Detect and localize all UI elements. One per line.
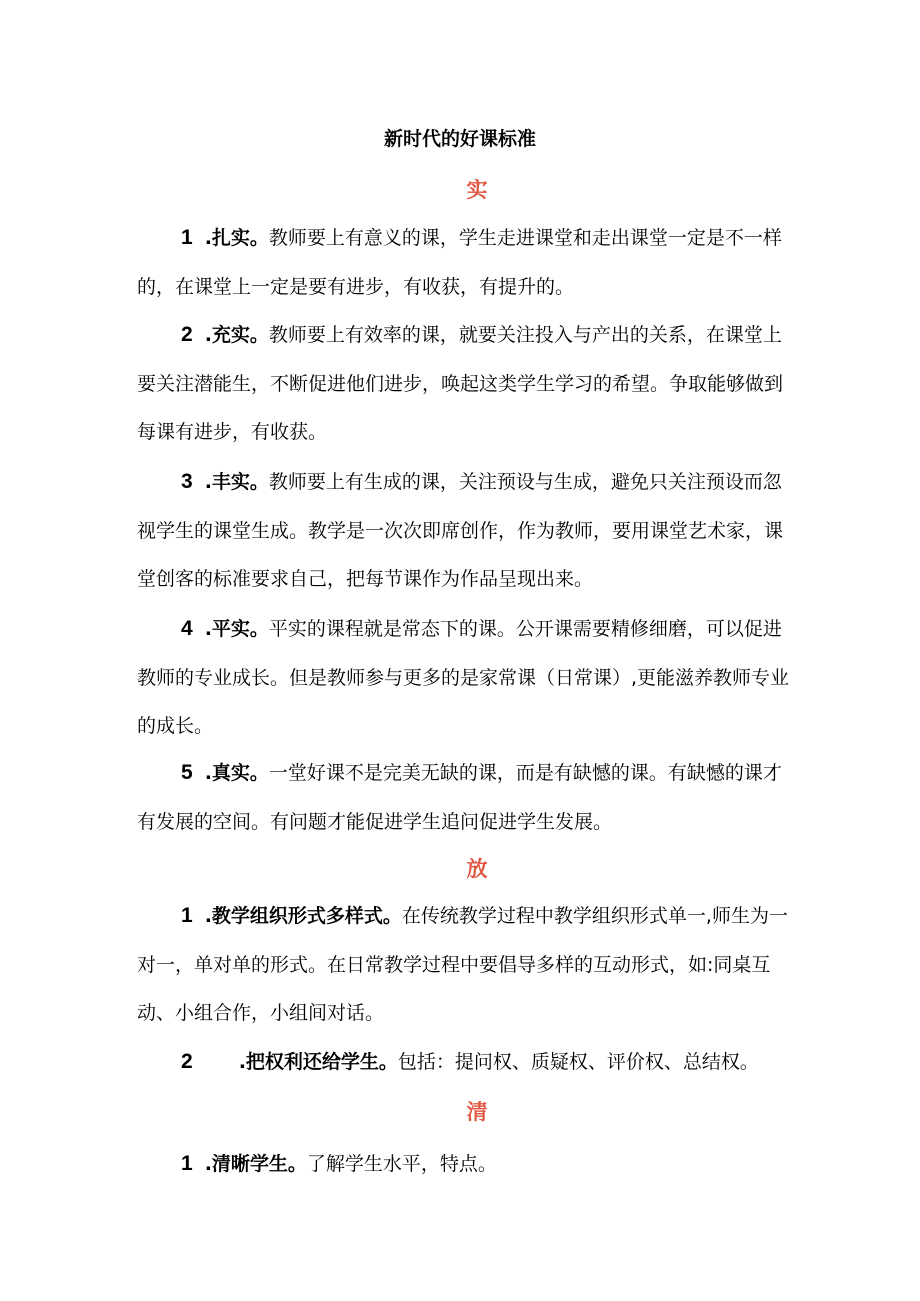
item-number: 2 bbox=[181, 323, 193, 346]
item-number: 5 bbox=[181, 761, 193, 784]
section-shi-item-3 bbox=[137, 458, 799, 604]
item-text: 教师要上有意义的课，学生走进课堂和走出课堂一定是不一样的，在课堂上一定是要有进步，有收获，有提升的。 bbox=[137, 227, 782, 298]
section-shi-item-4 bbox=[137, 605, 799, 751]
item-number: 2 bbox=[181, 1050, 193, 1073]
item-text: 一堂好课不是完美无缺的课，而是有缺憾的课。有缺憾的课才有发展的空间。有问题才能促进学生追问促进学生发展。 bbox=[137, 762, 782, 833]
item-number: 1 bbox=[181, 1152, 193, 1175]
section-heading-qing: 清 bbox=[466, 1100, 488, 1124]
section-shi-item-2 bbox=[137, 311, 799, 457]
item-text: 包括：提问权、质疑权、评价权、总结权。 bbox=[397, 1051, 759, 1073]
item-text: 教师要上有生成的课，关注预设与生成，避免只关注预设而忽视学生的课堂生成。教学是一次次即席创作，作为教师，要用课堂艺术家，课堂创客的标准要求自己，把每节课作为作品呈现出来。 bbox=[137, 471, 784, 590]
item-text: 平实的课程就是常态下的课。公开课需要精修细磨，可以促进教师的专业成长。但是教师参与更多的是家常课（日常课）,更能滋养教师专业的成长。 bbox=[137, 618, 790, 737]
item-keyword: .真实。 bbox=[204, 762, 269, 784]
item-text: 在传统教学过程中教学组织形式单一,师生为一对一，单对单的形式。在日常教学过程中要倡导多样的互动形式，如:同桌互动、小组合作，小组间对话。 bbox=[137, 905, 788, 1024]
item-keyword: .扎实。 bbox=[204, 227, 269, 249]
item-keyword: .教学组织形式多样式。 bbox=[204, 905, 402, 927]
item-number: 1 bbox=[181, 226, 193, 249]
item-number: 1 bbox=[181, 904, 193, 927]
section-qing-item-1 bbox=[137, 1140, 799, 1189]
item-keyword: .丰实。 bbox=[204, 471, 269, 493]
section-heading-fang: 放 bbox=[466, 857, 488, 881]
item-text: 教师要上有效率的课，就要关注投入与产出的关系，在课堂上要关注潜能生，不断促进他们进步，唤起这类学生学习的希望。争取能够做到每课有进步，有收获。 bbox=[137, 324, 784, 443]
item-keyword: .把权利还给学生。 bbox=[238, 1051, 398, 1073]
section-shi-item-1 bbox=[137, 214, 799, 311]
document-title: 新时代的好课标准 bbox=[383, 128, 536, 150]
item-keyword: .充实。 bbox=[204, 324, 269, 346]
section-shi-item-5 bbox=[137, 749, 799, 846]
item-keyword: .平实。 bbox=[204, 618, 269, 640]
section-heading-shi: 实 bbox=[466, 178, 488, 202]
item-text: 了解学生水平，特点。 bbox=[306, 1153, 497, 1175]
item-number: 3 bbox=[181, 470, 193, 493]
item-keyword: .清晰学生。 bbox=[204, 1153, 307, 1175]
section-fang-item-1 bbox=[137, 892, 799, 1038]
section-fang-item-2 bbox=[137, 1038, 799, 1087]
item-number: 4 bbox=[181, 617, 193, 640]
